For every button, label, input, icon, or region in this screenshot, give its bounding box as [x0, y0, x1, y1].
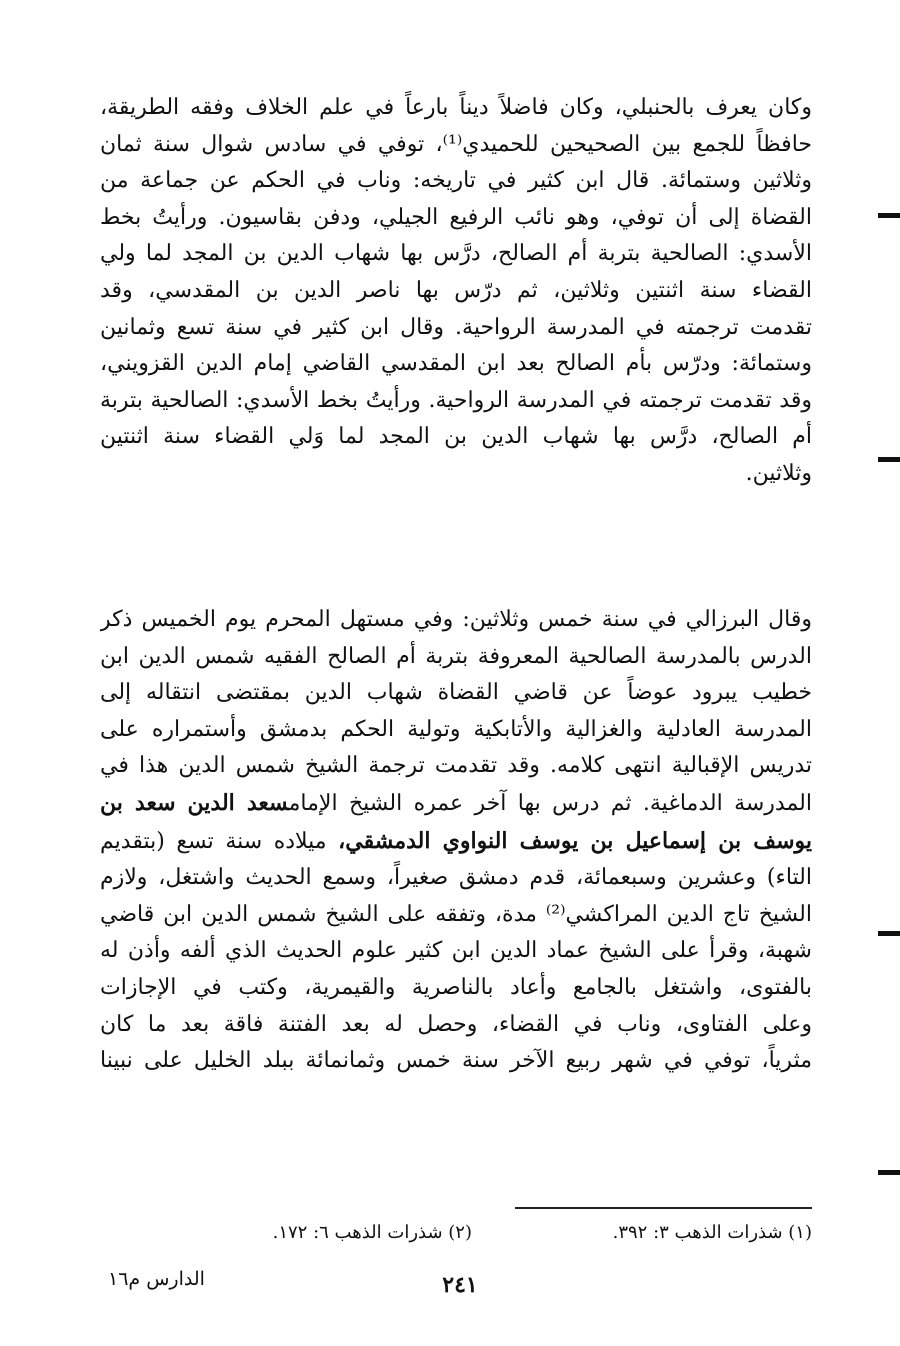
- page-number: ٢٤١: [442, 1272, 478, 1298]
- text-line: خطيب يبرود عوضاً عن قاضي القضاة شهاب الدين بمقتضى انتقاله إلى: [100, 680, 812, 706]
- text-line: وكان يعرف بالحنبلي، وكان فاضلاً ديناً بارعاً في علم الخلاف وفقه الطريقة،: [100, 95, 812, 120]
- paragraph-2: [100, 602, 812, 1080]
- margin-mark: [878, 931, 900, 936]
- margin-mark: [878, 1170, 900, 1175]
- text-line: شهبة، وقرأ على الشيخ عماد الدين ابن كثير علوم الحديث الذي ألفه وأذن له: [100, 938, 812, 964]
- text-line: وقال البرزالي في سنة خمس وثلاثين: وفي مستهل المحرم يوم الخميس ذكر: [100, 607, 812, 632]
- footnote-1: (١) شذرات الذهب ٣: ٣٩٢.: [612, 1222, 812, 1243]
- text-line-with-bold: [100, 785, 812, 823]
- paragraph-1: [100, 90, 812, 493]
- text-line-with-bold: [100, 823, 812, 861]
- text-line: الأسدي: الصالحية بتربة أم الصالح، درَّس بها شهاب الدين بن المجد لما ولي: [100, 241, 812, 267]
- text-line: القضاة إلى أن توفي، وهو نائب الرفيع الجيلي، ودفن بقاسيون. ورأيتُ بخط: [100, 204, 812, 230]
- plain-text: ميلاده سنة تسع (بتقديم: [100, 828, 339, 854]
- bold-name: يوسف بن إسماعيل بن يوسف النواوي الدمشقي،: [338, 827, 812, 854]
- text-line: تدريس الإقبالية انتهى كلامه. وقد تقدمت ترجمة الشيخ شمس الدين هذا في: [100, 753, 812, 779]
- text-line: بالفتوى، واشتغل بالجامع وأعاد بالناصرية والقيمرية، وكتب في الإجازات: [100, 974, 812, 1000]
- text-line: مثرياً، توفي في شهر ربيع الآخر سنة خمس وثمانمائة ببلد الخليل على نبينا: [100, 1048, 812, 1074]
- text-line: المدرسة العادلية والغزالية والأتابكية وتولية الحكم بدمشق وأستمراره على: [100, 716, 812, 742]
- footnote-divider: [515, 1207, 812, 1209]
- text-line: التاء) وعشرين وسبعمائة، قدم دمشق صغيراً، وسمع الحديث واشتغل، ولازم: [100, 865, 812, 891]
- text-line: القضاء سنة اثنتين وثلاثين، ثم درّس بها ناصر الدين بن المقدسي، وقد: [100, 277, 812, 303]
- text-line: وثلاثين وستمائة. قال ابن كثير في تاريخه: وناب في الحكم عن جماعة من: [100, 168, 812, 194]
- text-line: وثلاثين.: [745, 460, 812, 486]
- text-line: الشيخ تاج الدين المراكشي⁽²⁾ مدة، وتفقه على الشيخ شمس الدين ابن قاضي: [100, 901, 812, 927]
- text-line: أم الصالح، درَّس بها شهاب الدين بن المجد لما وَلي القضاء سنة اثنتين: [100, 424, 812, 450]
- footnotes: [112, 1222, 812, 1252]
- text-line: الدرس بالمدرسة الصالحية المعروفة بتربة أم الصالح الفقيه شمس الدين ابن: [100, 643, 812, 669]
- bold-name: سعد الدين سعد بن: [100, 789, 289, 816]
- text-line: تقدمت ترجمته في المدرسة الرواحية. وقال ابن كثير في سنة تسع وثمانين: [100, 314, 812, 340]
- margin-mark: [878, 213, 900, 218]
- margin-mark: [878, 457, 900, 462]
- plain-text: المدرسة الدماغية. ثم درس بها آخر عمره الشيخ الإمام: [288, 790, 812, 816]
- text-line: وعلى الفتاوى، وناب في القضاء، وحصل له بعد الفتنة فاقة بعد ما كان: [100, 1011, 812, 1037]
- printer-signature: الدارس م١٦: [108, 1268, 205, 1290]
- text-line: وستمائة: ودرّس بأم الصالح بعد ابن المقدسي القاضي إمام الدين القزويني،: [100, 351, 812, 377]
- text-line: حافظاً للجمع بين الصحيحين للحميدي⁽¹⁾، توفي في سادس شوال سنة ثمان: [100, 131, 812, 157]
- text-line: وقد تقدمت ترجمته في المدرسة الرواحية. ورأيتُ بخط الأسدي: الصالحية بتربة: [100, 387, 812, 413]
- footnote-2: (٢) شذرات الذهب ٦: ١٧٢.: [272, 1222, 472, 1243]
